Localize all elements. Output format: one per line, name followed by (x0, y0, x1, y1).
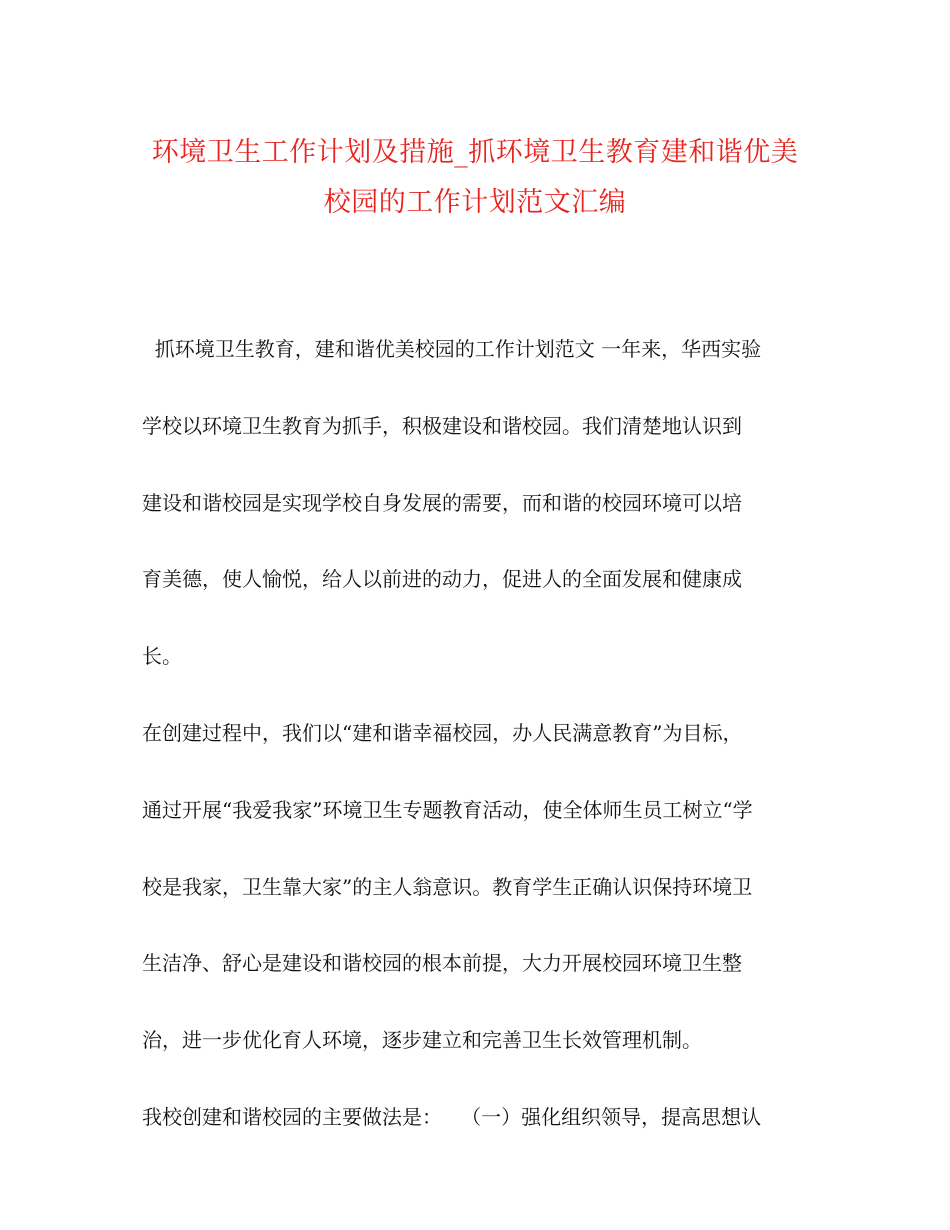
document-body (142, 338, 822, 1183)
title-line: 校园的工作计划范文汇编 (323, 187, 627, 218)
body-line: 长。 (142, 644, 182, 669)
body-line: 校是我家，卫生靠大家”的主人翁意识。教育学生正确认识保持环境卫 (142, 874, 753, 899)
body-line: 育美德，使人愉悦，给人以前进的动力，促进人的全面发展和健康成 (142, 567, 742, 592)
body-line: 抓环境卫生教育，建和谐优美校园的工作计划范文 一年来，华西实验 (142, 337, 762, 361)
body-line: 学校以环境卫生教育为抓手，积极建设和谐校园。我们清楚地认识到 (142, 413, 742, 438)
body-line: 我校创建和谐校园的主要做法是： （一）强化组织领导，提高思想认 (142, 1104, 762, 1129)
body-line: 治，进一步优化育人环境，逐步建立和完善卫生长效管理机制。 (142, 1028, 702, 1053)
body-line: 生洁净、舒心是建设和谐校园的根本前提，大力开展校园环境卫生整 (142, 951, 742, 976)
document-title (120, 128, 830, 228)
body-line: 建设和谐校园是实现学校自身发展的需要，而和谐的校园环境可以培 (142, 490, 742, 515)
title-line: 环境卫生工作计划及措施_抓环境卫生教育建和谐优美 (151, 137, 799, 168)
body-line: 通过开展“我爱我家”环境卫生专题教育活动，使全体师生员工树立“学 (142, 797, 753, 822)
body-line: 在创建过程中，我们以“建和谐幸福校园，办人民满意教育”为目标， (142, 720, 743, 745)
